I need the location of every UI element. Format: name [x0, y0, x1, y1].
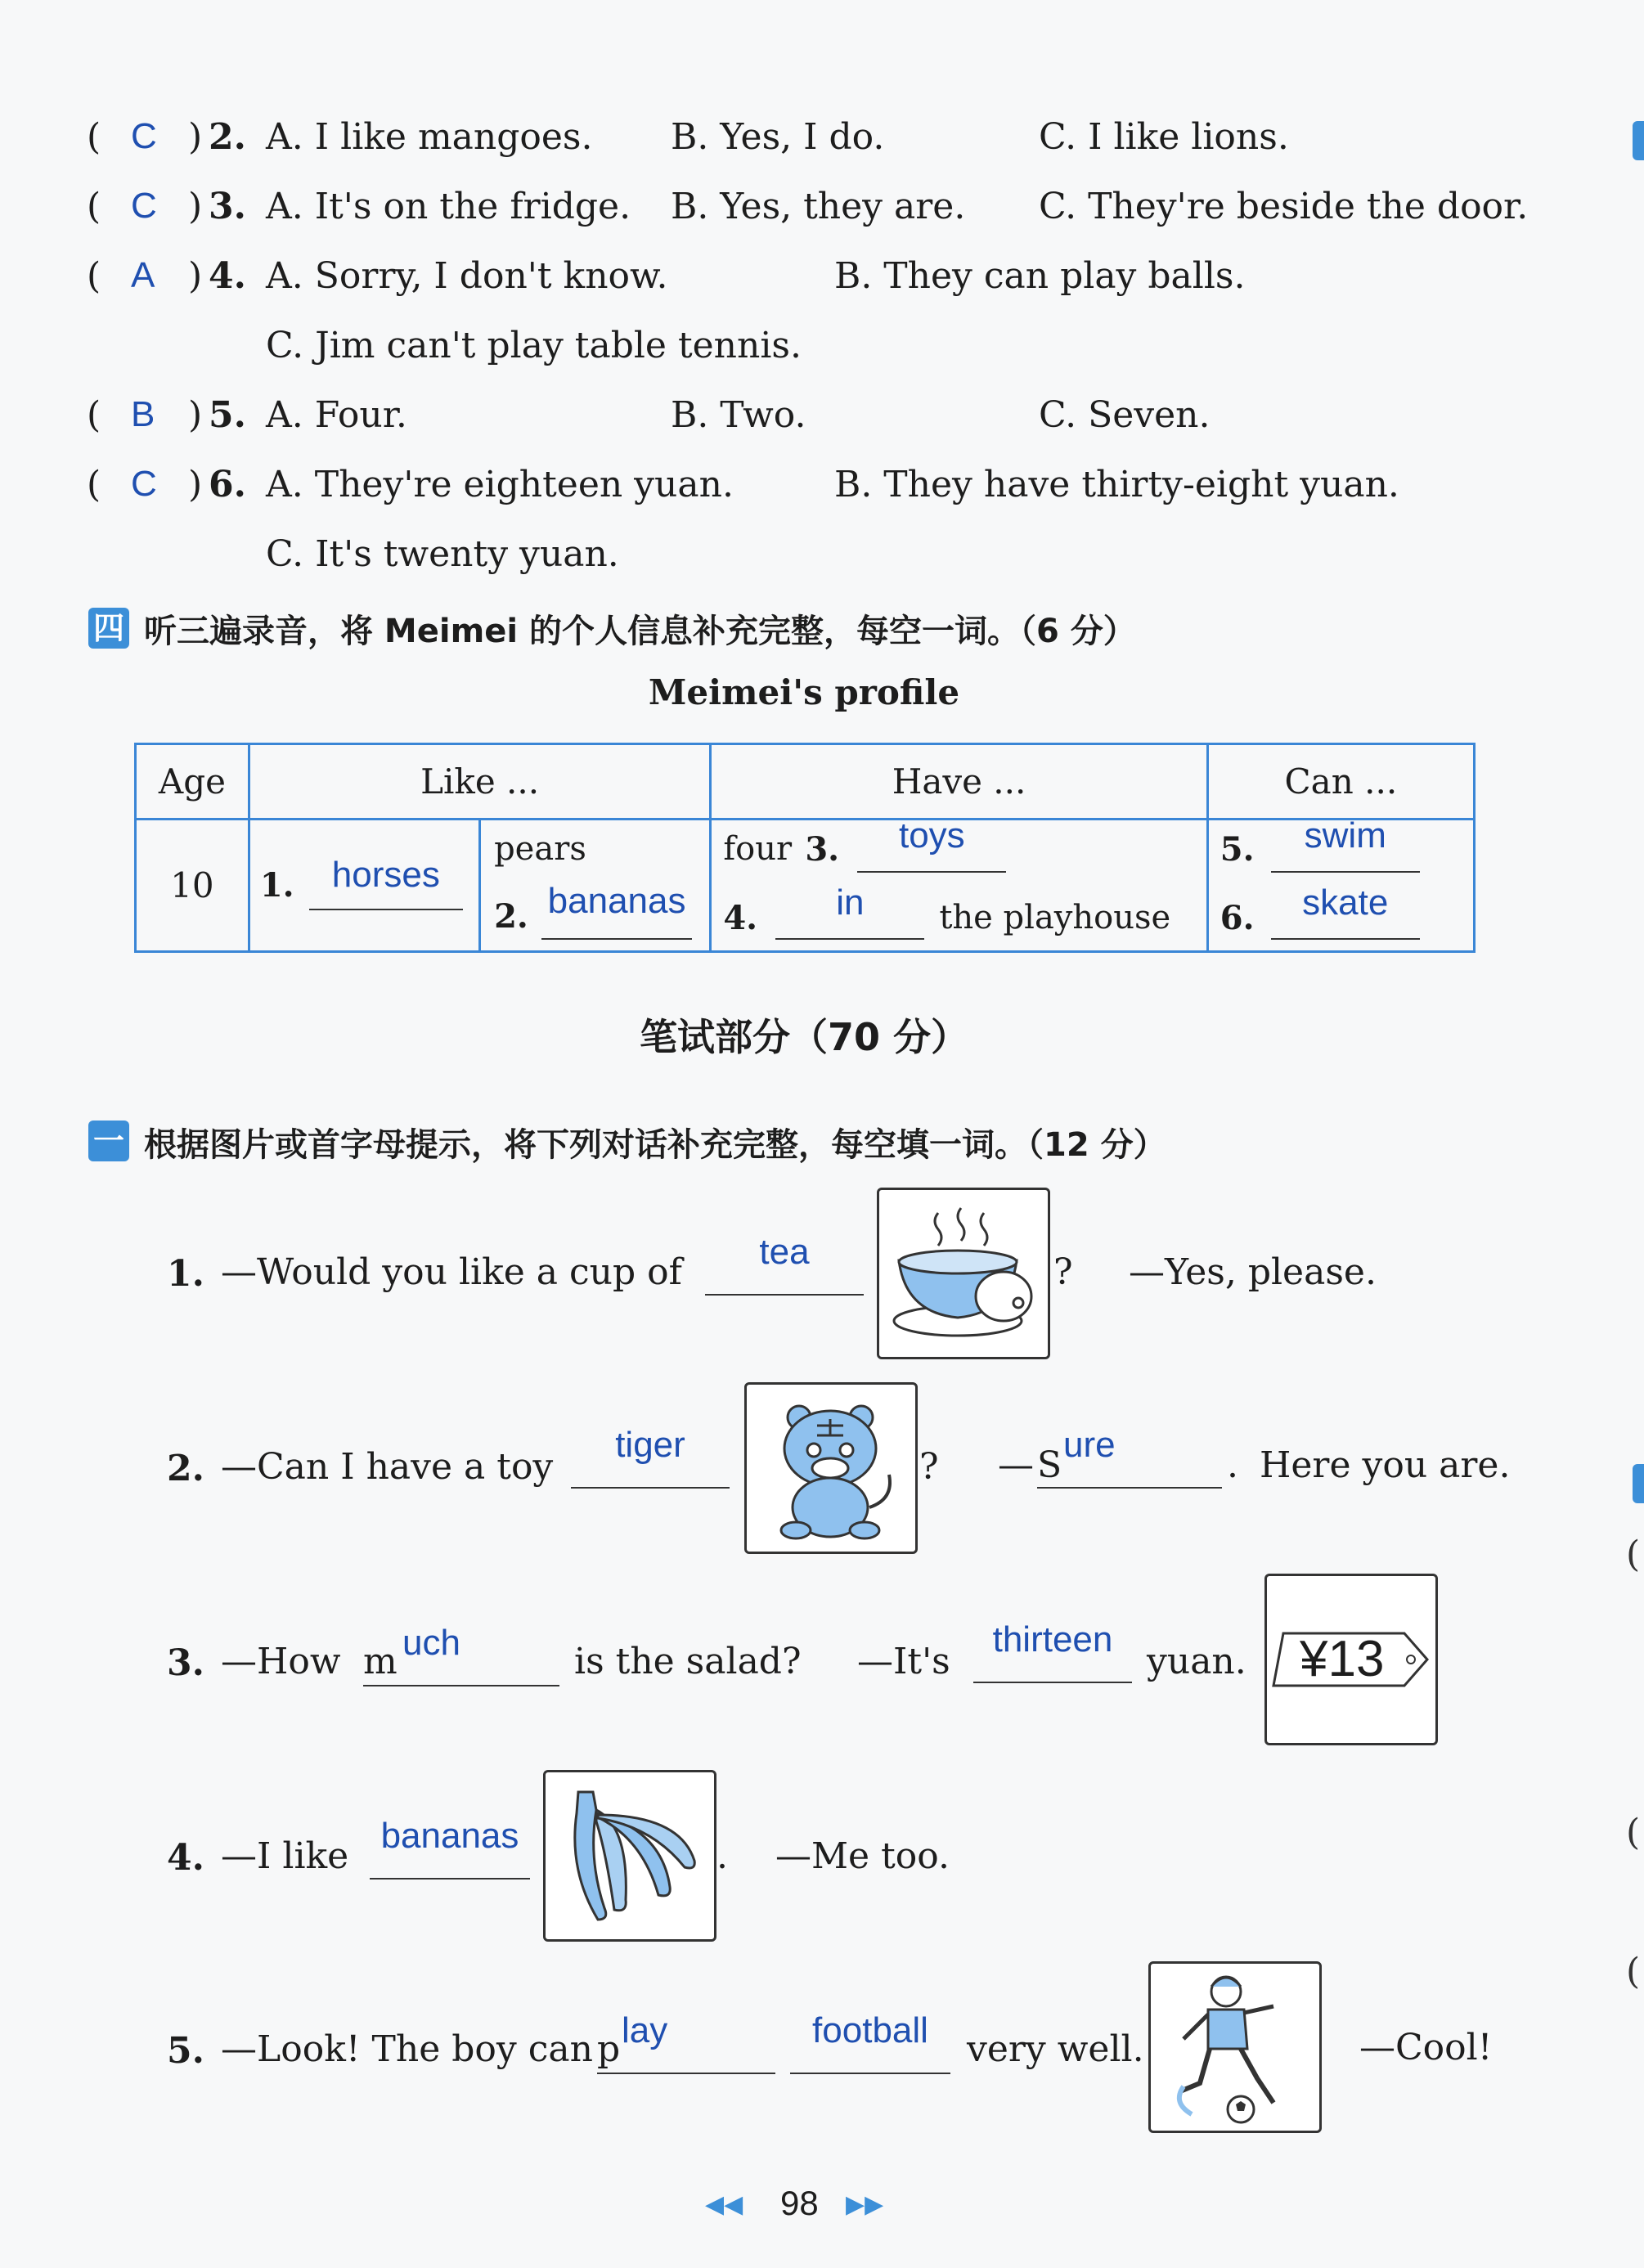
answer-blank[interactable]: [1271, 815, 1420, 873]
answer-text: toys: [898, 815, 965, 856]
choice-option-b: B. They have thirty-eight yuan.: [834, 464, 1399, 505]
reply-dash: —: [998, 1444, 1034, 1486]
have-cell: four 3. toys 4. in the playhouse: [711, 820, 1207, 952]
answer-text: skate: [1302, 882, 1389, 923]
reply-text: —Cool!: [1359, 2027, 1493, 2068]
edge-paren: (: [1626, 1812, 1641, 1853]
choice-option-a: A. I like mangoes.: [266, 116, 593, 158]
choice-number: 2.: [209, 116, 246, 158]
answer-text: football: [812, 2010, 928, 2050]
question-text: —How: [221, 1641, 341, 1682]
next-page-icon[interactable]: ▶▶: [846, 2190, 884, 2219]
price-tag-icon: [1264, 1574, 1438, 1745]
answer-text: swim: [1304, 815, 1386, 856]
choice-option-a: A. They're eighteen yuan.: [266, 464, 734, 505]
answer-text: lay: [622, 2010, 668, 2050]
hint-letter: m: [363, 1641, 398, 1682]
answer-blank[interactable]: [309, 855, 463, 910]
section-badge: 一: [88, 1121, 129, 1161]
choice-option-b: B. Yes, I do.: [671, 116, 885, 158]
choice-option-b: B. Two.: [671, 394, 806, 436]
choice-option-c: C. Jim can't play table tennis.: [266, 325, 802, 366]
choice-option-b: B. They can play balls.: [834, 255, 1246, 297]
section-badge: 四: [88, 608, 129, 649]
question-number: 4.: [167, 1837, 204, 1879]
price-label: ¥13: [1300, 1631, 1385, 1687]
choice-answer: C: [131, 464, 157, 504]
toy-tiger-icon: [744, 1382, 918, 1554]
question-number: 1.: [167, 1253, 204, 1295]
hint-letter: S: [1037, 1444, 1062, 1486]
header-like: Like ...: [249, 744, 711, 820]
choice-answer: C: [131, 116, 157, 156]
choice-option-b: B. Yes, they are.: [671, 186, 966, 227]
hint-letter: p: [597, 2028, 621, 2070]
question-text: is the salad?: [574, 1641, 802, 1682]
tea-cup-icon: [877, 1188, 1050, 1359]
choice-row: (: [87, 116, 101, 158]
answer-blank[interactable]: [541, 881, 692, 940]
choice-option-c: C. Seven.: [1039, 394, 1211, 436]
section-title: 听三遍录音，将 Meimei 的个人信息补充完整，每空一词。（6 分）: [144, 613, 1136, 650]
reply-text: Here you are.: [1260, 1444, 1511, 1486]
choice-answer: A: [131, 255, 155, 295]
answer-blank[interactable]: [857, 815, 1006, 873]
header-age: Age: [136, 744, 249, 820]
choice-number: 4.: [209, 255, 246, 297]
reply-text: yuan.: [1147, 1641, 1246, 1682]
choice-option-a: A. Four.: [266, 394, 407, 436]
reply-text: —Me too.: [775, 1835, 950, 1877]
page-number: 98: [780, 2184, 819, 2222]
answer-text: horses: [331, 855, 440, 895]
choice-number: 5.: [209, 394, 246, 436]
edge-paren: (: [1626, 1534, 1641, 1575]
section-title: 根据图片或首字母提示，将下列对话补充完整，每空填一词。（12 分）: [144, 1126, 1166, 1164]
reply-text: —Yes, please.: [1129, 1251, 1377, 1293]
answer-text: ure: [1063, 1425, 1116, 1465]
like-cell-2: pears 2. bananas: [480, 820, 711, 952]
answer-blank[interactable]: [705, 1232, 864, 1296]
answer-blank[interactable]: [597, 2010, 775, 2074]
like-cell-1: 1. horses: [249, 820, 479, 952]
header-have: Have ...: [711, 744, 1207, 820]
bananas-icon: [543, 1770, 716, 1942]
written-part-heading: 笔试部分（70 分）: [639, 1015, 969, 1059]
answer-text: in: [836, 882, 865, 923]
question-mark: ?: [919, 1446, 939, 1488]
question-number: 2.: [167, 1448, 204, 1489]
question-text: —Would you like a cup of: [221, 1251, 682, 1293]
choice-number: 3.: [209, 186, 246, 227]
answer-blank[interactable]: [973, 1619, 1132, 1683]
table-title: Meimei's profile: [648, 672, 960, 712]
answer-blank[interactable]: [370, 1816, 530, 1880]
question-text: —I like: [221, 1835, 349, 1877]
question-text: —Can I have a toy: [221, 1446, 554, 1488]
answer-text: tiger: [615, 1425, 685, 1465]
age-value: 10: [136, 820, 249, 952]
answer-blank[interactable]: [363, 1623, 559, 1686]
answer-text: uch: [402, 1623, 460, 1663]
question-text: very well.: [967, 2028, 1144, 2070]
answer-text: tea: [759, 1232, 810, 1272]
answer-blank[interactable]: [571, 1425, 730, 1489]
profile-table: [134, 743, 1476, 953]
question-text: —Look! The boy can: [221, 2028, 593, 2070]
header-can: Can ...: [1207, 744, 1474, 820]
period: .: [716, 1835, 728, 1877]
answer-blank[interactable]: [790, 2010, 950, 2074]
choice-option-a: A. It's on the fridge.: [266, 186, 631, 227]
answer-text: bananas: [380, 1816, 519, 1856]
choice-number: 6.: [209, 464, 246, 505]
period: .: [1227, 1444, 1238, 1486]
answer-text: thirteen: [992, 1619, 1113, 1659]
answer-text: bananas: [547, 881, 686, 921]
question-number: 3.: [167, 1642, 204, 1684]
question-mark: ?: [1053, 1251, 1073, 1293]
answer-blank[interactable]: [1037, 1425, 1222, 1489]
edge-tab: [1633, 121, 1644, 160]
choice-option-a: A. Sorry, I don't know.: [266, 255, 668, 297]
choice-answer: B: [131, 394, 155, 434]
reply-text: —It's: [857, 1641, 950, 1682]
choice-answer: C: [131, 186, 157, 226]
answer-blank[interactable]: [1271, 882, 1420, 940]
answer-blank[interactable]: [775, 882, 924, 940]
boy-football-icon: [1148, 1961, 1322, 2133]
choice-option-c: C. They're beside the door.: [1039, 186, 1529, 227]
can-cell: 5. swim 6. skate: [1207, 820, 1474, 952]
prev-page-icon[interactable]: ◀◀: [705, 2190, 743, 2219]
edge-paren: (: [1626, 1951, 1641, 1992]
choice-option-c: C. I like lions.: [1039, 116, 1289, 158]
question-number: 5.: [167, 2030, 204, 2072]
edge-tab: [1633, 1464, 1644, 1503]
choice-option-c: C. It's twenty yuan.: [266, 533, 619, 575]
